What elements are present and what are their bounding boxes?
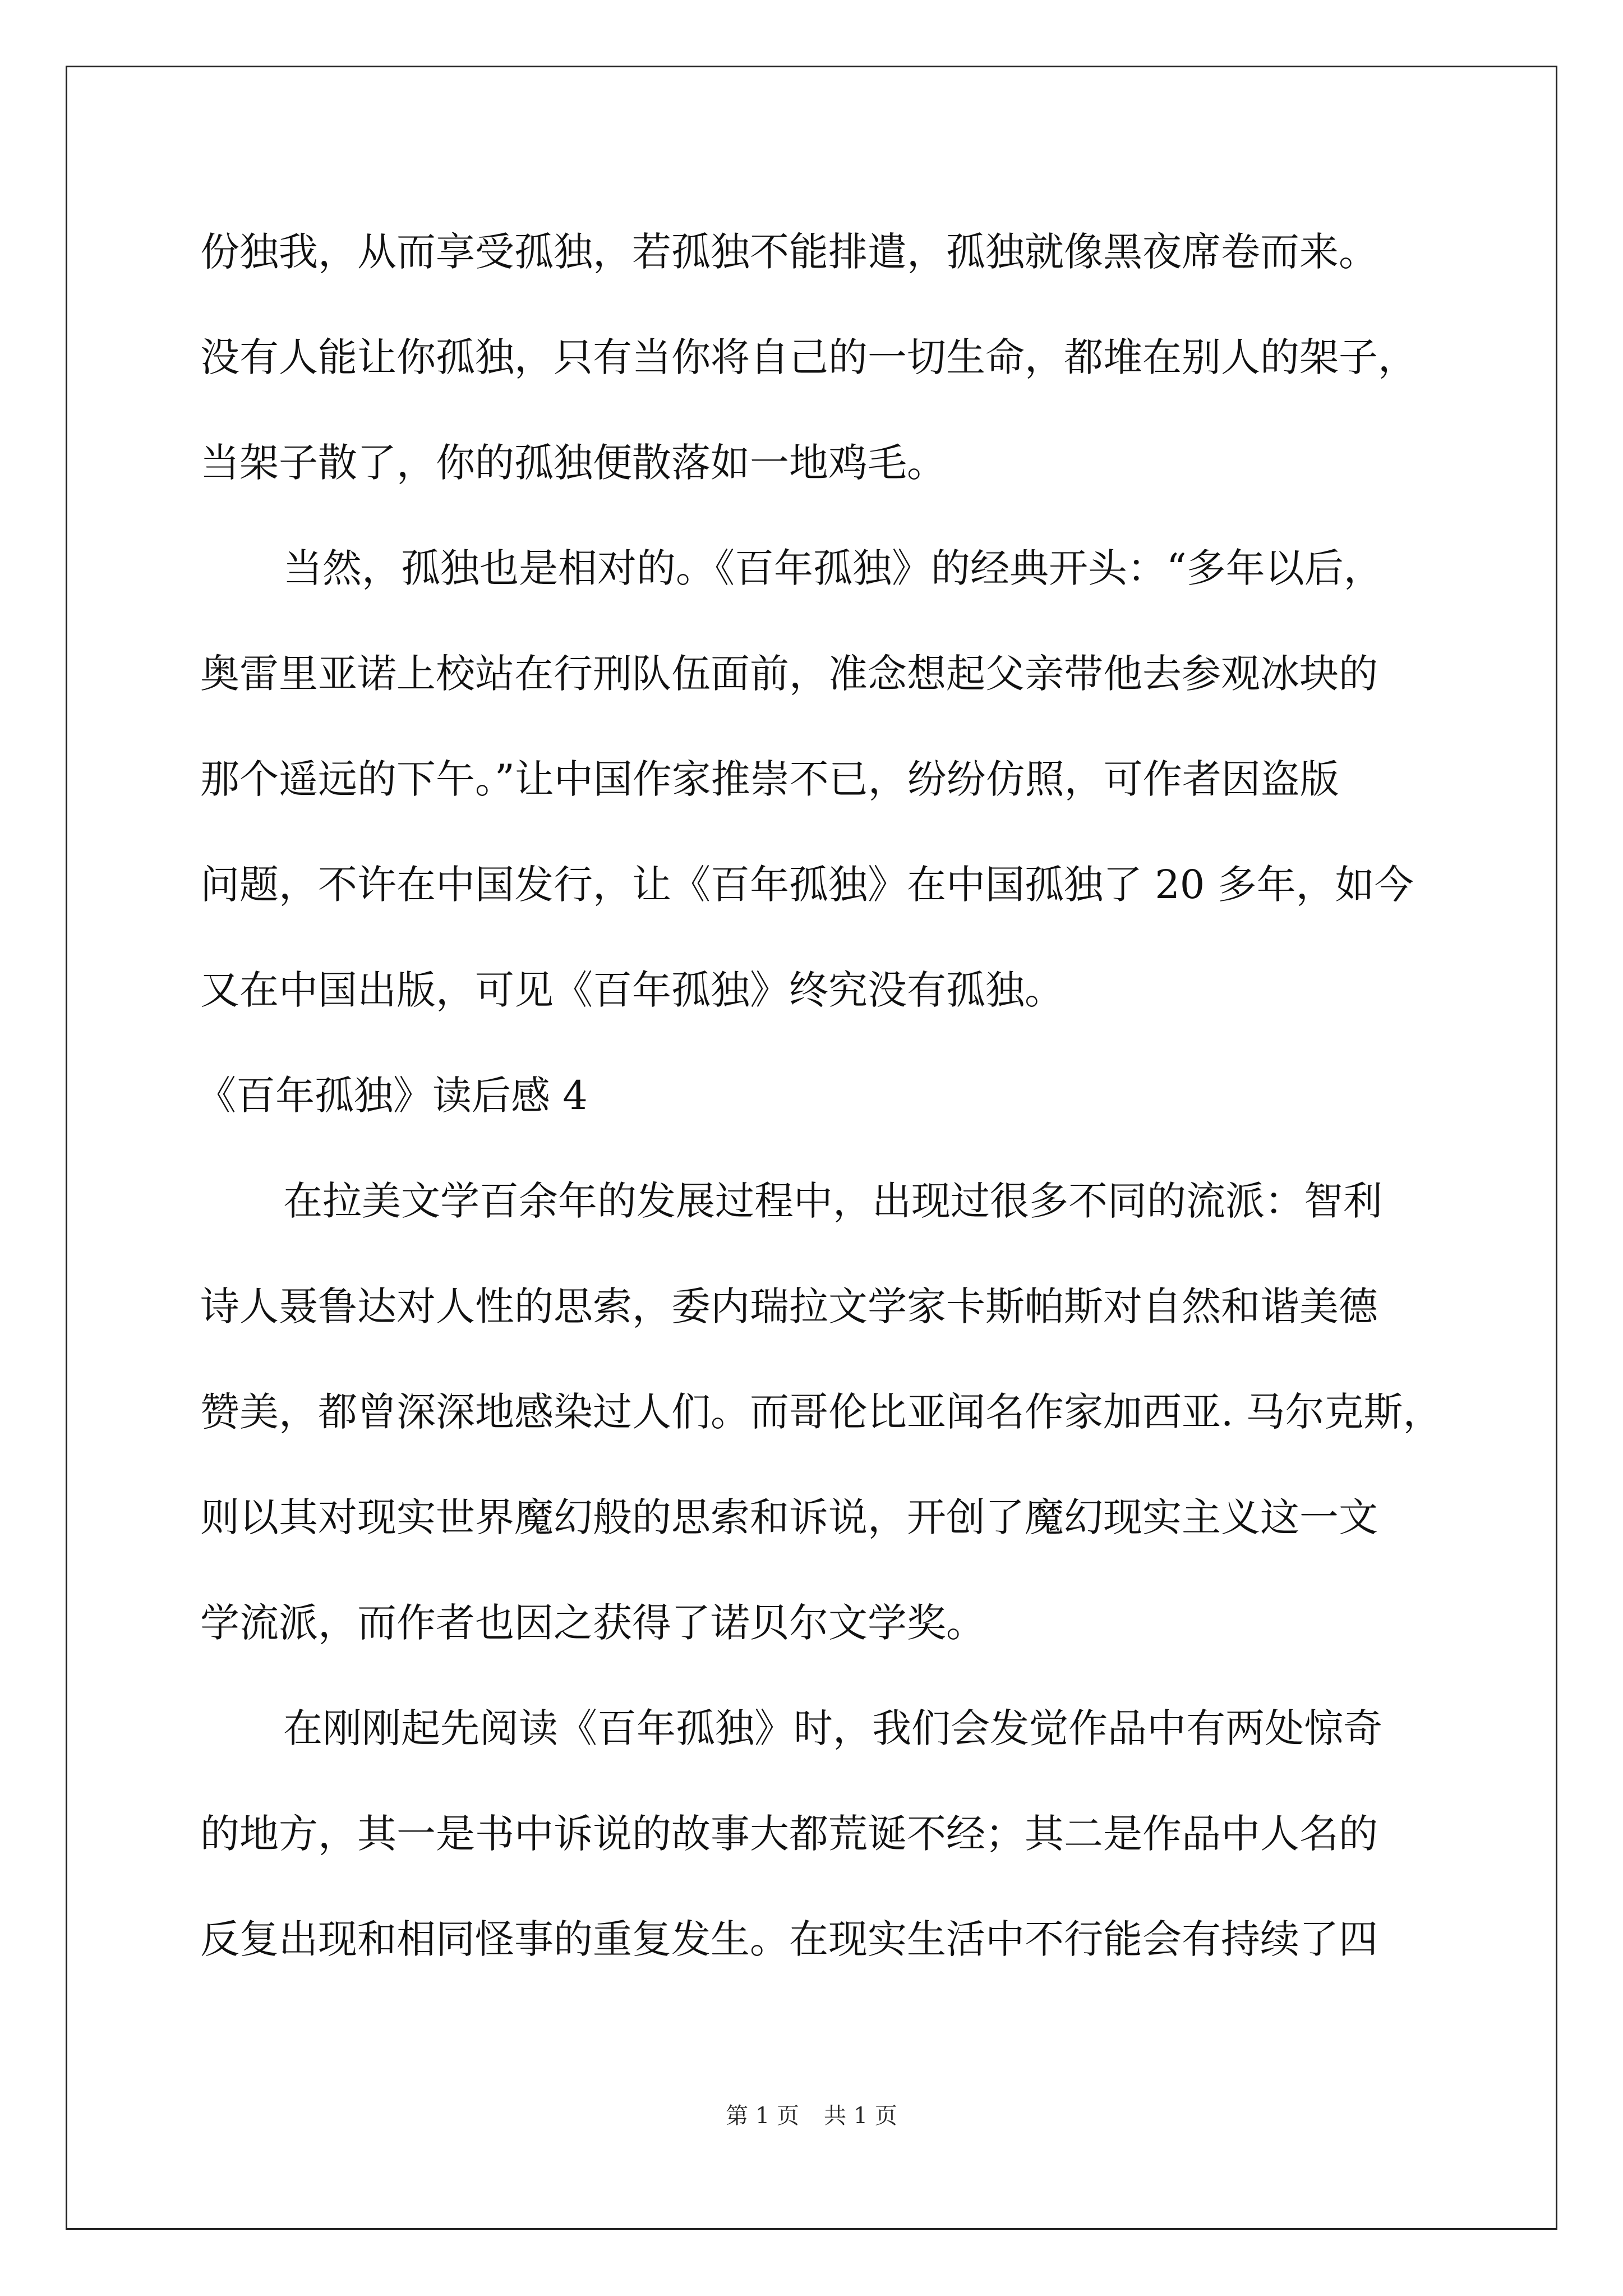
paragraph-line: 在刚刚起先阅读《百年孤独》时，我们会发觉作品中有两处惊奇 <box>283 1705 1382 1751</box>
paragraph-line: 在拉美文学百余年的发展过程中，出现过很多不同的流派：智利 <box>283 1178 1382 1224</box>
paragraph-line: 当架子散了，你的孤独便散落如一地鸡毛。 <box>200 440 946 486</box>
paragraph-line: 又在中国出版，可见《百年孤独》终究没有孤独。 <box>200 967 1064 1013</box>
paragraph-line: 没有人能让你孤独，只有当你将自己的一切生命，都堆在别人的架子， <box>200 334 1417 380</box>
paragraph-line: 问题，不许在中国发行，让《百年孤独》在中国孤独了 20 多年，如今 <box>200 862 1414 908</box>
paragraph-line: 则以其对现实世界魔幻般的思索和诉说，开创了魔幻现实主义这一文 <box>200 1494 1378 1540</box>
page-footer <box>0 2098 1623 2130</box>
paragraph-line: 份独我，从而享受孤独，若孤独不能排遣，孤独就像黑夜席卷而来。 <box>200 229 1378 275</box>
paragraph-line: 反复出现和相同怪事的重复发生。在现实生活中不行能会有持续了四 <box>200 1916 1378 1962</box>
paragraph-line: 奥雷里亚诺上校站在行刑队伍面前，准念想起父亲带他去参观冰块的 <box>200 651 1378 697</box>
paragraph-line: 诗人聂鲁达对人性的思索，委内瑞拉文学家卡斯帕斯对自然和谐美德 <box>200 1283 1378 1329</box>
paragraph-line: 的地方，其一是书中诉说的故事大都荒诞不经；其二是作品中人名的 <box>200 1811 1378 1857</box>
paragraph-line: 赞美，都曾深深地感染过人们。而哥伦比亚闻名作家加西亚. 马尔克斯， <box>200 1389 1442 1435</box>
paragraph-line: 当然，孤独也是相对的。《百年孤独》的经典开头：“多年以后， <box>283 545 1383 591</box>
page-number: 第 1 页 <box>726 2103 799 2129</box>
page-total: 共 1 页 <box>824 2103 897 2129</box>
paragraph-line: 那个遥远的下午。”让中国作家推崇不已，纷纷仿照，可作者因盗版 <box>200 756 1339 802</box>
section-heading: 《百年孤独》读后感 4 <box>197 1073 588 1119</box>
paragraph-line: 学流派，而作者也因之获得了诺贝尔文学奖。 <box>200 1600 985 1646</box>
document-body <box>197 199 1442 1992</box>
